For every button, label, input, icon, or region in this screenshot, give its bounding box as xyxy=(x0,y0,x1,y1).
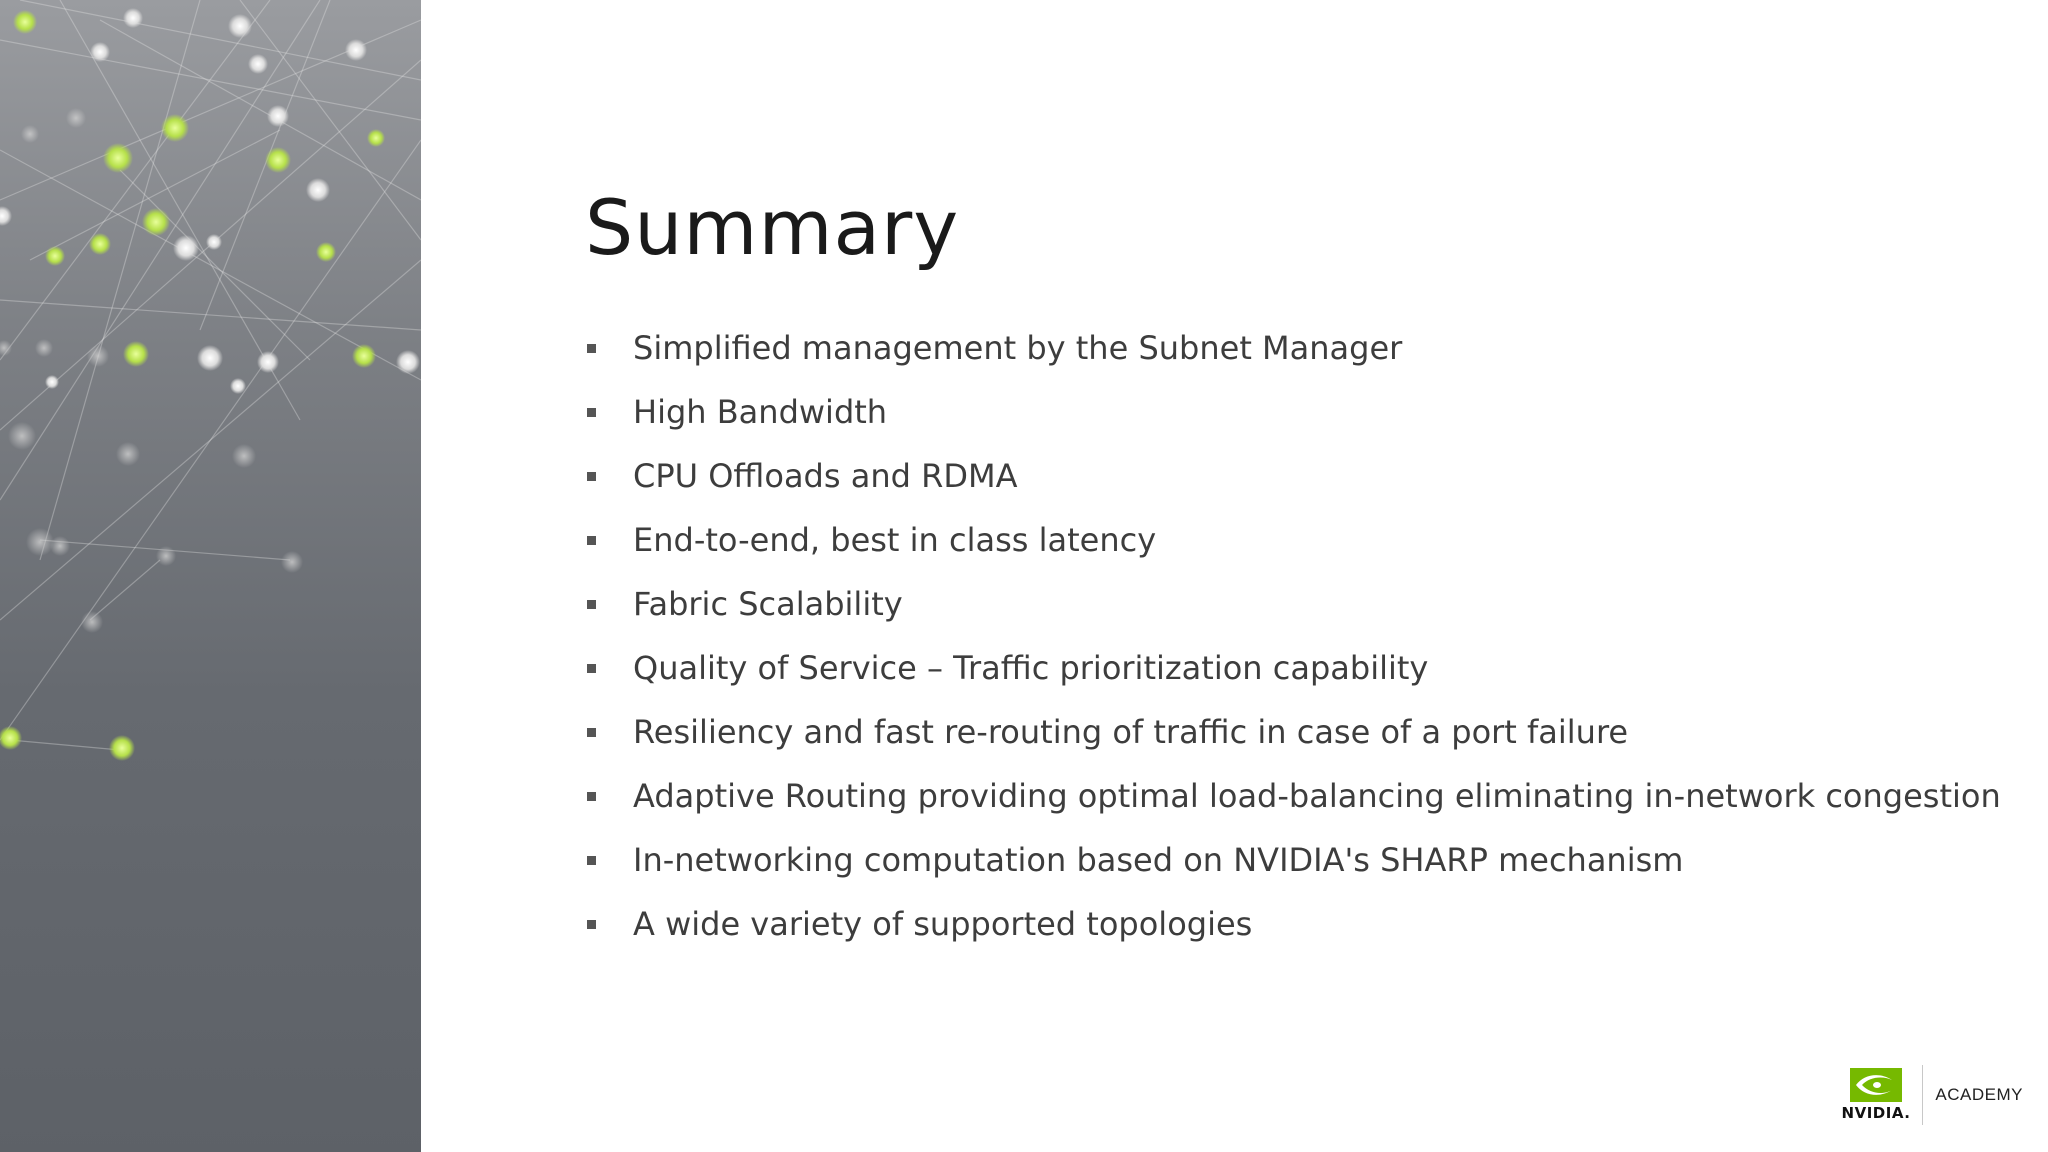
bullet-text: High Bandwidth xyxy=(633,393,888,431)
slide-title: Summary xyxy=(585,183,960,272)
nvidia-logo-mark xyxy=(1842,1068,1911,1122)
network-nodes-graphic xyxy=(0,0,421,1152)
bullet-square-icon xyxy=(587,536,596,545)
bullet-square-icon xyxy=(587,856,596,865)
bullet-item xyxy=(585,508,2005,572)
bullet-square-icon xyxy=(587,344,596,353)
bullet-square-icon xyxy=(587,600,596,609)
bullet-text: CPU Offloads and RDMA xyxy=(633,457,1018,495)
bullet-square-icon xyxy=(587,408,596,417)
bullet-square-icon xyxy=(587,472,596,481)
nvidia-wordmark: NVIDIA. xyxy=(1841,1104,1911,1122)
bullet-item xyxy=(585,892,2005,956)
bullet-text: Simplified management by the Subnet Manager xyxy=(633,329,1403,367)
bullet-text: Fabric Scalability xyxy=(633,585,903,623)
bullet-square-icon xyxy=(587,920,596,929)
bullet-square-icon xyxy=(587,728,596,737)
logo-divider xyxy=(1922,1065,1923,1125)
nvidia-academy-logo xyxy=(1842,1063,2023,1127)
bullet-text: End-to-end, best in class latency xyxy=(633,521,1157,559)
bullet-text: In-networking computation based on NVIDIA's SHARP mechanism xyxy=(633,841,1684,879)
bullet-item xyxy=(585,444,2005,508)
bullet-item xyxy=(585,764,2005,828)
bullet-item xyxy=(585,316,2005,380)
bullet-item xyxy=(585,380,2005,444)
network-graphic-panel xyxy=(0,0,421,1152)
nvidia-eye-icon xyxy=(1850,1068,1902,1102)
summary-bullet-list xyxy=(585,316,2005,956)
bullet-text: Adaptive Routing providing optimal load-balancing eliminating in-network congestion xyxy=(633,777,2001,815)
slide-content xyxy=(585,180,2005,956)
bullet-text: A wide variety of supported topologies xyxy=(633,905,1253,943)
bullet-square-icon xyxy=(587,664,596,673)
bullet-text: Quality of Service – Traffic prioritization capability xyxy=(633,649,1429,687)
bullet-item xyxy=(585,700,2005,764)
bullet-item xyxy=(585,572,2005,636)
academy-label: ACADEMY xyxy=(1935,1085,2023,1104)
bullet-square-icon xyxy=(587,792,596,801)
bullet-item xyxy=(585,636,2005,700)
bullet-text: Resiliency and fast re-routing of traffic in case of a port failure xyxy=(633,713,1629,751)
bullet-item xyxy=(585,828,2005,892)
